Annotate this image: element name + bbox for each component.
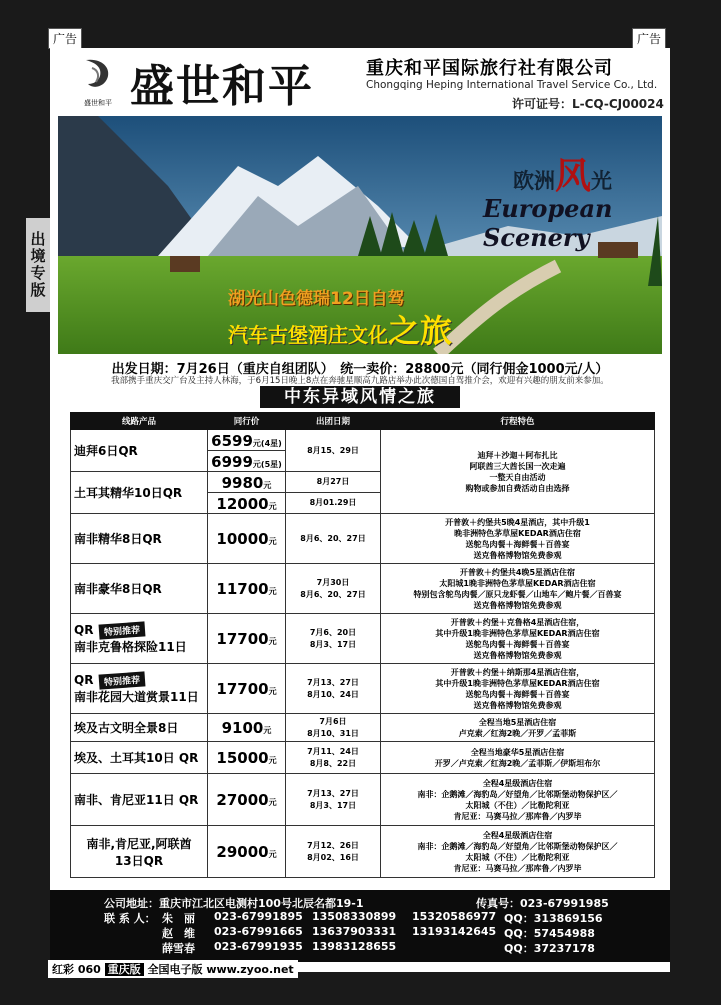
price-value: 9980 (221, 473, 264, 492)
dates (286, 564, 381, 614)
price (208, 614, 286, 664)
feature-line: 购物或参加自费活动自由选择 (465, 483, 570, 493)
price-value: 17700 (216, 680, 269, 698)
feature-line: 送克鲁格博物馆免费参观 (473, 650, 562, 660)
price-unit: 元 (263, 726, 272, 735)
price-value: 6999 (211, 452, 253, 471)
contact-qq: QQ：37237178 (504, 942, 595, 955)
table-row (71, 742, 655, 774)
hero-title-line1: 湖光山色德瑞12日自驾 (228, 289, 405, 309)
price-value: 29000 (216, 843, 269, 861)
features (381, 664, 655, 714)
price (208, 664, 286, 714)
bottom-strip (48, 960, 298, 978)
route-name: 土耳其精华10日QR (71, 472, 208, 514)
company-address: 公司地址：重庆市江北区电测村100号北辰名都19-1 (104, 897, 364, 910)
feature-line: 全程当地5星酒店住宿 (478, 717, 557, 727)
price-value: 6599 (211, 431, 253, 450)
site-link[interactable]: 全国电子版 www.zyoo.net (147, 963, 294, 976)
feature-line: 全程4星级酒店住宿 (482, 830, 553, 840)
fax-number: 传真号：023-67991985 (476, 897, 609, 910)
col-dates: 出团日期 (286, 413, 381, 430)
table-row (71, 714, 655, 742)
price-value: 15000 (216, 749, 269, 767)
company-name-en: Chongqing Heping International Travel Service Co., Ltd. (366, 79, 658, 91)
price (208, 472, 286, 493)
routes-table (70, 412, 655, 878)
feature-line: 晚非洲特色茅草屋KEDAR酒店住宿 (454, 528, 581, 538)
dates: 8月27日 (286, 472, 381, 493)
dates (286, 742, 381, 774)
contacts-label: 联 系 人： (104, 912, 156, 925)
features (381, 614, 655, 664)
contact-footer (50, 890, 670, 962)
price (208, 774, 286, 826)
hero-title-line2a: 汽车古堡酒庄文化 (228, 323, 388, 347)
dates (286, 614, 381, 664)
price-unit: 元 (263, 480, 272, 490)
price-unit: 元 (268, 687, 277, 696)
feature-line: 开普敦＋约堡共5晚4星酒店，其中升级1 (445, 517, 590, 527)
price-value: 11700 (216, 580, 269, 598)
contact-mobile: 13637903331 (312, 925, 397, 938)
date-line: 7月6日 (319, 716, 347, 726)
dates (286, 514, 381, 564)
feature-line: 送克鲁格博物馆免费参观 (473, 550, 562, 560)
ad-label-right: 广告 (632, 28, 666, 49)
table-row (71, 614, 655, 664)
date-line: 8月3、17日 (309, 639, 357, 649)
price-unit: 元 (268, 850, 277, 859)
side-tab: 出境专版 (26, 218, 50, 312)
price-value: 9100 (221, 719, 264, 737)
table-row (71, 430, 655, 451)
date-line: 7月30日 (316, 577, 350, 587)
feature-line: 太阳城（不住）／比勒陀利亚 (465, 800, 570, 810)
feature-line: 开普敦＋约堡共4晚5星酒店住宿 (459, 567, 576, 577)
price-unit: 元(4星) (252, 438, 282, 448)
feature-line: 送鸵鸟肉餐＋海鲜餐＋百兽宴 (465, 639, 570, 649)
col-features: 行程特色 (381, 413, 655, 430)
contact-tel: 023-67991895 (214, 910, 303, 923)
price (208, 430, 286, 451)
contact-tel: 023-67991665 (214, 925, 303, 938)
dates (286, 664, 381, 714)
feature-line: 送克鲁格博物馆免费参观 (473, 600, 562, 610)
contact-mobile: 13508330899 (312, 910, 397, 923)
edition-label: 重庆版 (105, 963, 144, 976)
feature-line: 送鸵鸟肉餐＋海鲜餐＋百兽宴 (465, 539, 570, 549)
date-line: 8月10、24日 (307, 689, 359, 699)
price (208, 742, 286, 774)
price-unit: 元 (268, 501, 277, 511)
route-name: 南非、肯尼亚11日 QR (71, 774, 208, 826)
feature-line: 卢克索／红海2晚／开罗／孟菲斯 (458, 728, 577, 738)
route-name: 南非豪华8日QR (71, 564, 208, 614)
features (381, 774, 655, 826)
table-row (71, 564, 655, 614)
contact-name: 朱 丽 (162, 912, 195, 925)
price-value: 27000 (216, 791, 269, 809)
route-name: 埃及古文明全景8日 (71, 714, 208, 742)
price-unit: 元 (268, 537, 277, 546)
feature-line: 开普敦＋约堡＋克鲁格4星酒店住宿， (450, 617, 585, 627)
price-unit: 元 (268, 756, 277, 765)
special-badge: 特别推荐 (99, 671, 146, 689)
feature-line: 肯尼亚：马赛马拉／那库鲁／内罗毕 (453, 811, 582, 821)
price (208, 493, 286, 514)
route-name: 南非精华8日QR (71, 514, 208, 564)
hero-europe-en: European Scenery (483, 194, 613, 252)
date-line: 7月6、20日 (309, 627, 357, 637)
hero-europe-cn-a: 欧洲 (513, 169, 555, 193)
logo-caption: 盛世和平 (84, 99, 112, 107)
date-line: 8月02、16日 (307, 852, 359, 862)
brand-name: 盛世和平 (130, 61, 314, 112)
feature-line: 全程4星级酒店住宿 (482, 778, 553, 788)
feature-line: 南非：企鹅滩／海豹岛／好望角／比邻斯堡动物保护区／ (417, 841, 618, 851)
date-line: 8月10、31日 (307, 728, 359, 738)
feature-line: 一整天自由活动 (489, 472, 546, 482)
price (208, 451, 286, 472)
dates: 8月15、29日 (286, 430, 381, 472)
contact-name: 赵 维 (162, 927, 195, 940)
contact-tel: 023-67991935 (214, 940, 303, 953)
contact-mobile: 15320586977 (412, 910, 497, 923)
table-row (71, 774, 655, 826)
price (208, 826, 286, 878)
date-line: 7月11、24日 (307, 746, 359, 756)
contact-qq: QQ：313869156 (504, 912, 603, 925)
route-name (71, 614, 208, 664)
date-line: 8月6、20、27日 (300, 589, 366, 599)
feature-line: 开普敦＋约堡＋纳斯那4星酒店住宿， (450, 667, 585, 677)
feature-line: 其中升级1晚非洲特色茅草屋KEDAR酒店住宿 (435, 628, 600, 638)
dates: 8月01.29日 (286, 493, 381, 514)
feature-line: 送克鲁格博物馆免费参观 (473, 700, 562, 710)
logo-swirl-icon (78, 54, 118, 94)
route-name (71, 826, 208, 878)
feature-line: 送鸵鸟肉餐＋海鲜餐＋百兽宴 (465, 689, 570, 699)
price-value: 17700 (216, 630, 269, 648)
table-row (71, 664, 655, 714)
ad-page (50, 48, 670, 972)
table-header-row (71, 413, 655, 430)
price (208, 564, 286, 614)
features (381, 564, 655, 614)
features (381, 826, 655, 878)
company-name-cn: 重庆和平国际旅行社有限公司 (366, 58, 613, 79)
contact-mobile: 13193142645 (412, 925, 497, 938)
price-unit: 元 (268, 637, 277, 646)
feature-line: 太阳城1晚非洲特色茅草屋KEDAR酒店住宿 (439, 578, 596, 588)
page-number: 红彩 060 (52, 963, 101, 976)
features (381, 514, 655, 564)
route-name-text: 南非花园大道赏景11日 (74, 689, 199, 704)
ad-label-left: 广告 (48, 28, 82, 49)
dates (286, 826, 381, 878)
route-name: 埃及、土耳其10日 QR (71, 742, 208, 774)
contact-mobile: 13983128655 (312, 940, 397, 953)
feature-line: 南非：企鹅滩／海豹岛／好望角／比邻斯堡动物保护区／ (417, 789, 618, 799)
col-price: 同行价 (208, 413, 286, 430)
price-unit: 元 (268, 587, 277, 596)
date-line: 7月12、26日 (307, 840, 359, 850)
price-unit: 元(5星) (252, 459, 282, 469)
price-value: 10000 (216, 530, 269, 548)
feature-line: 全程当地豪华5星酒店住宿 (470, 747, 565, 757)
hero-title-line2b: 之旅 (388, 312, 453, 350)
date-line: 8月3、17日 (309, 800, 357, 810)
hero-europe-cn-b: 风 (555, 156, 592, 197)
feature-line: 迪拜＋沙迦＋阿布扎比 (477, 450, 558, 460)
hero-europe-cn (513, 148, 612, 199)
special-badge: 特别推荐 (99, 621, 146, 639)
price (208, 514, 286, 564)
contact-name: 薛雪春 (162, 942, 195, 955)
route-name-text: 南非克鲁格探险11日 (74, 639, 187, 654)
hero-europe-cn-c: 光 (591, 169, 613, 193)
features (381, 742, 655, 774)
features (381, 430, 655, 514)
route-name (71, 664, 208, 714)
hero-title-line2 (228, 306, 452, 352)
route-prefix: QR (74, 672, 94, 687)
dates (286, 714, 381, 742)
route-prefix: QR (74, 622, 94, 637)
date-line: 8月8、22日 (309, 758, 357, 768)
date-line: 8月6、20、27日 (300, 533, 366, 543)
table-row (71, 514, 655, 564)
table-row (71, 826, 655, 878)
logo (78, 54, 118, 107)
route-name: 迪拜6日QR (71, 430, 208, 472)
feature-line: 特别包含鸵鸟肉餐／原只龙虾餐／山地车／鲍片餐／百兽宴 (413, 589, 622, 599)
features (381, 714, 655, 742)
date-line: 7月13、27日 (307, 788, 359, 798)
feature-line: 开罗／卢克索／红海2晚／孟菲斯／伊斯坦布尔 (434, 758, 601, 768)
promo-note: 我部携手重庆交广台及主持人林海，于6月15日晚上8点在奔驰星顺高九路店举办此次德国自驾推介会，欢迎有兴趣的朋友前来参加。 (111, 376, 609, 386)
contact-qq: QQ：57454988 (504, 927, 595, 940)
price (208, 714, 286, 742)
section-title: 中东异域风情之旅 (260, 386, 460, 408)
date-line: 7月13、27日 (307, 677, 359, 687)
price-value: 12000 (216, 494, 269, 513)
feature-line: 肯尼亚：马赛马拉／那库鲁／内罗毕 (453, 863, 582, 873)
feature-line: 阿联酋三大酋长国一次走遍 (469, 461, 566, 471)
dates (286, 774, 381, 826)
route-name-text: 13日QR (114, 853, 164, 868)
departure-info: 出发日期：7月26日（重庆自组团队） 统一卖价：28800元（同行佣金1000元/人） (111, 362, 609, 377)
feature-line: 太阳城（不住）／比勒陀利亚 (465, 852, 570, 862)
price-unit: 元 (268, 798, 277, 807)
feature-line: 其中升级1晚非洲特色茅草屋KEDAR酒店住宿 (435, 678, 600, 688)
col-route: 线路产品 (71, 413, 208, 430)
route-name-text: 南非,肯尼亚,阿联酋 (86, 836, 192, 851)
license-number: 许可证号：L-CQ-CJ00024 (512, 97, 664, 111)
hero-image (58, 116, 662, 354)
